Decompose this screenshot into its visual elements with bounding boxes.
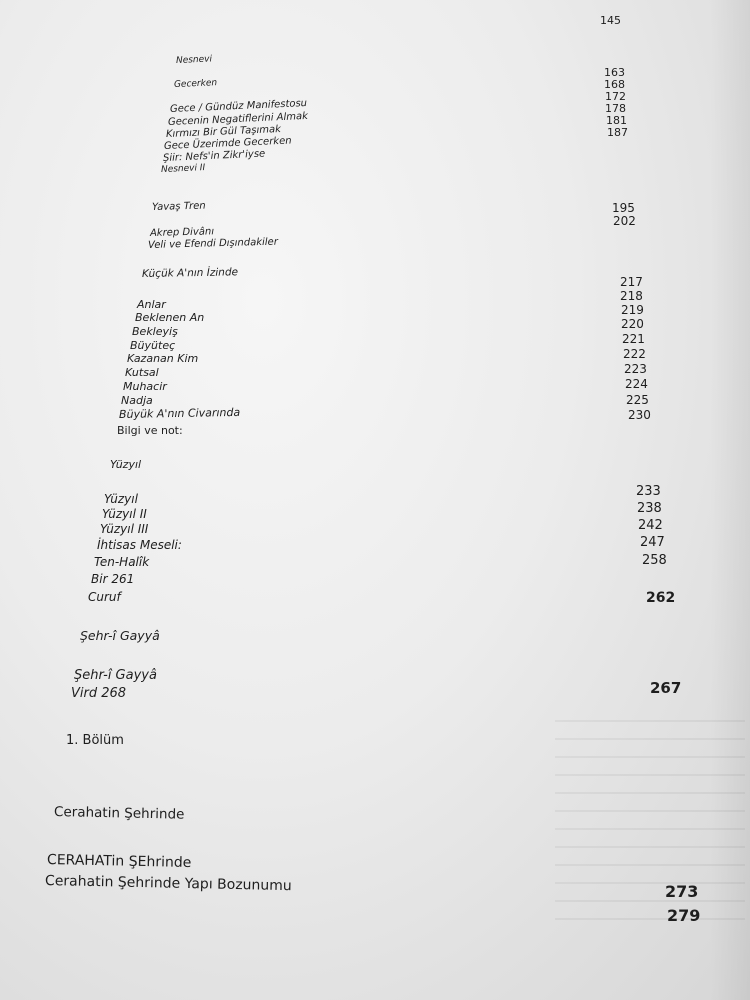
toc-title: Gecerken [173, 78, 218, 90]
toc-page: 233 [636, 484, 661, 499]
toc-page: 202 [613, 214, 636, 228]
toc-title: Kazanan Kim [127, 352, 199, 365]
toc-page: 247 [640, 535, 665, 550]
toc-title: Yüzyıl [104, 492, 138, 506]
toc-title: Nesnevi [175, 54, 213, 66]
toc-title: Şehr-î Gayyâ [80, 628, 160, 643]
toc-title: Büyüteç [130, 339, 176, 352]
toc-title: Nadja [121, 394, 153, 407]
toc-title: Gece Üzerimde Gecerken [163, 135, 292, 152]
toc-page: 224 [625, 377, 648, 391]
toc-page: 225 [626, 393, 649, 407]
page-number: 145 [600, 14, 621, 27]
toc-page: 273 [665, 882, 699, 901]
toc-title: Veli ve Efendi Dışındakiler [147, 236, 279, 251]
toc-title: Curuf [88, 590, 121, 604]
toc-page: 181 [606, 114, 627, 127]
toc-title: Bir 261 [91, 572, 135, 586]
toc-title: Nesnevi II [160, 163, 206, 175]
toc-page: 163 [604, 66, 625, 79]
toc-title: Muhacir [123, 380, 167, 393]
toc-page: 220 [621, 317, 644, 331]
toc-page: 258 [642, 553, 667, 568]
toc-title: İhtisas Meseli: [97, 538, 182, 552]
toc-title: Bekleyiş [132, 325, 178, 338]
toc-title: Beklenen An [135, 311, 205, 324]
toc-page: 195 [612, 201, 635, 215]
toc-page: 262 [646, 590, 676, 606]
toc-title: Bilgi ve not: [117, 424, 183, 437]
toc-title: Vird 268 [71, 686, 127, 701]
toc-page: 238 [637, 501, 662, 516]
toc-page: 242 [638, 518, 663, 533]
toc-page: 187 [607, 126, 628, 139]
toc-title: 1. Bölüm [66, 733, 124, 748]
toc-page: 168 [604, 78, 625, 91]
toc-title: Kutsal [125, 366, 159, 379]
toc-page: 172 [605, 90, 626, 103]
toc-title: Yüzyıl III [100, 522, 149, 536]
toc-title: CERAHATin ŞEhrinde [46, 852, 192, 872]
toc-title: Gecenin Negatiflerini Almak [167, 110, 309, 128]
toc-title: Şehr-î Gayyâ [74, 668, 157, 683]
toc-title: Anlar [137, 298, 166, 311]
toc-title: Yavaş Tren [151, 200, 206, 213]
toc-title: Küçük A'nın İzinde [141, 266, 239, 280]
toc-page: 218 [620, 289, 643, 303]
toc-title: Cerahatin Şehrinde Yapı Bozunumu [44, 873, 292, 895]
toc-page: 178 [605, 102, 626, 115]
toc-title: Ten-Halîk [94, 555, 150, 569]
toc-title: Yüzyıl [110, 458, 142, 471]
toc-title: Akrep Divânı [149, 226, 215, 239]
toc-page: 219 [621, 303, 644, 317]
bleed-through-text [555, 720, 745, 920]
toc-title: Büyük A'nın Civarında [118, 405, 241, 421]
toc-title: Kırmızı Bir Gül Taşımak [165, 123, 282, 140]
toc-page: 279 [667, 906, 701, 925]
toc-title: Yüzyıl II [102, 507, 147, 521]
toc-page: 222 [623, 347, 646, 361]
toc-title: Cerahatin Şehrinde [53, 804, 185, 823]
toc-page: 217 [620, 275, 643, 289]
toc-page: 221 [622, 332, 645, 346]
toc-title: Gece / Gündüz Manifestosu [169, 98, 308, 115]
toc-page: 223 [624, 362, 647, 376]
toc-page: 267 [650, 679, 682, 697]
toc-title: Şiir: Nefs'in Zikr'iyse [162, 148, 266, 164]
toc-page: 230 [628, 408, 651, 422]
